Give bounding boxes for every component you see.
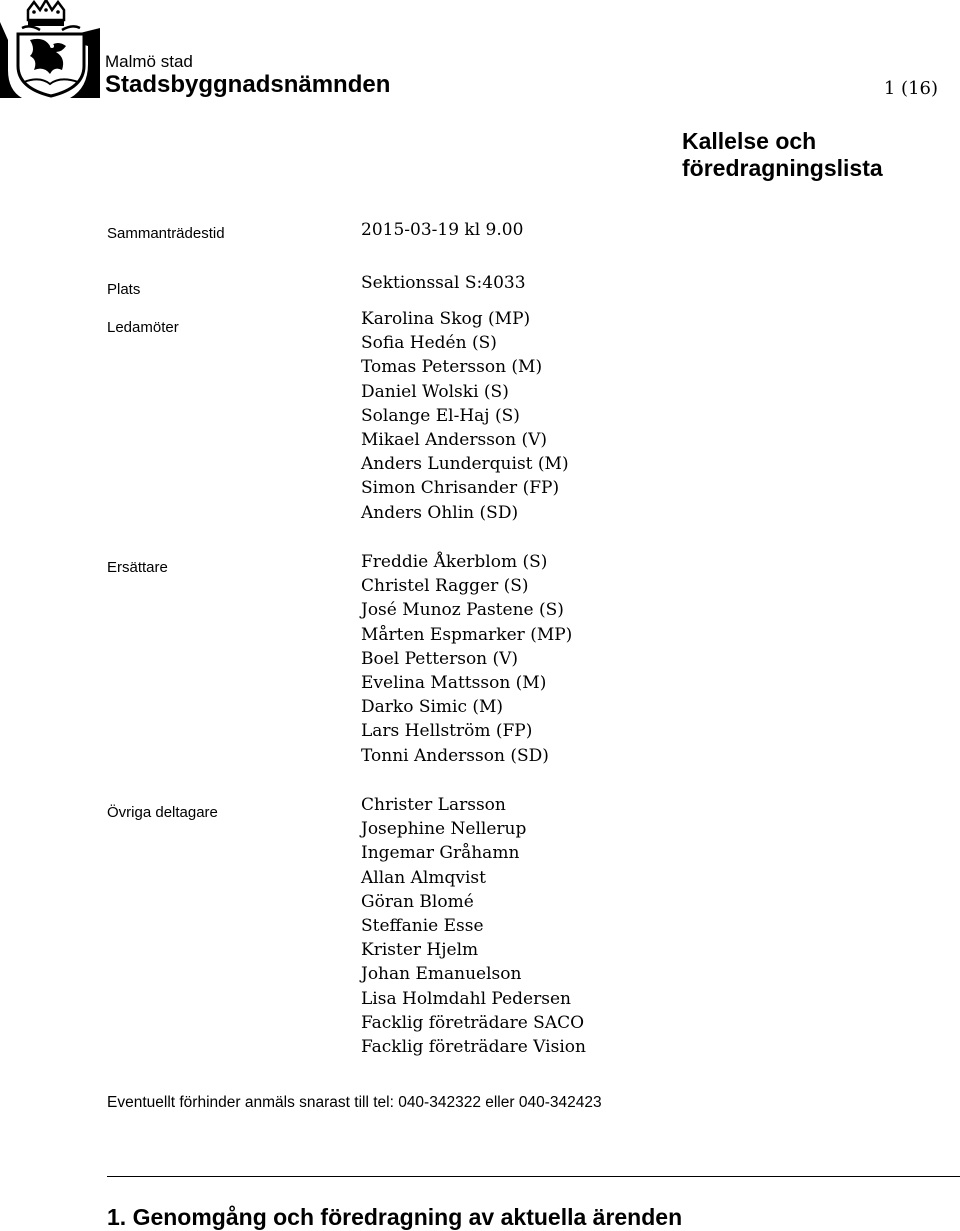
members-list (361, 307, 569, 525)
member-name: Karolina Skog (MP) (361, 309, 531, 329)
substitute-name: Freddie Åkerblom (S) (361, 552, 548, 572)
substitute-name: Lars Hellström (FP) (361, 721, 533, 742)
participant-name: Ingemar Gråhamn (361, 843, 520, 864)
page-number: 1 (16) (883, 78, 938, 99)
meeting-time-value: 2015-03-19 kl 9.00 (361, 220, 524, 240)
member-name: Anders Lunderquist (M) (361, 454, 569, 475)
substitute-name: José Munoz Pastene (S) (361, 600, 564, 621)
member-name: Daniel Wolski (S) (361, 381, 509, 402)
member-name: Solange El-Haj (S) (361, 405, 520, 426)
document-title-line-2: föredragningslista (682, 155, 883, 181)
section-divider (107, 1176, 960, 1177)
other-participants-label: Övriga deltagare (107, 804, 218, 821)
substitute-name: Darko Simic (M) (361, 697, 504, 718)
malmo-coat-of-arms-logo (0, 0, 100, 100)
participant-name: Johan Emanuelson (361, 964, 522, 985)
organization-name: Malmö stad (105, 52, 193, 71)
substitute-name: Boel Petterson (V) (361, 648, 519, 669)
participant-name: Steffanie Esse (361, 916, 484, 937)
absence-notice: Eventuellt förhinder anmäls snarast till tel: 040-342322 eller 040-342423 (107, 1094, 602, 1111)
document-title-line-1: Kallelse och (682, 128, 817, 154)
member-name: Anders Ohlin (SD) (361, 502, 519, 523)
substitute-name: Tonni Andersson (SD) (361, 745, 549, 766)
participant-name: Lisa Holmdahl Pedersen (361, 988, 571, 1009)
participant-name: Facklig företrädare SACO (361, 1012, 585, 1033)
board-name: Stadsbyggnadsnämnden (105, 71, 391, 98)
member-name: Simon Chrisander (FP) (361, 478, 560, 499)
substitute-name: Christel Ragger (S) (361, 576, 529, 597)
substitute-name: Mårten Espmarker (MP) (361, 624, 573, 645)
participant-name: Christer Larsson (361, 795, 506, 815)
document-title (682, 128, 883, 182)
members-label: Ledamöter (107, 319, 179, 336)
participant-name: Facklig företrädare Vision (361, 1037, 586, 1058)
participant-name: Josephine Nellerup (361, 819, 527, 840)
other-participants-list (361, 793, 586, 1059)
participant-name: Krister Hjelm (361, 940, 479, 961)
meeting-place-value: Sektionssal S:4033 (361, 273, 526, 293)
member-name: Sofia Hedén (S) (361, 333, 497, 354)
substitutes-label: Ersättare (107, 559, 168, 576)
meeting-time-label: Sammanträdestid (107, 225, 225, 242)
participant-name: Göran Blomé (361, 891, 474, 912)
member-name: Tomas Petersson (M) (361, 357, 543, 378)
member-name: Mikael Andersson (V) (361, 430, 548, 451)
meeting-place-label: Plats (107, 281, 141, 298)
malmo-city-coat-of-arms-icon (0, 0, 100, 100)
agenda-item-heading: 1. Genomgång och föredragning av aktuella ärenden (107, 1204, 683, 1230)
substitute-name: Evelina Mattsson (M) (361, 673, 547, 694)
participant-name: Allan Almqvist (361, 867, 486, 888)
substitutes-list (361, 550, 572, 768)
